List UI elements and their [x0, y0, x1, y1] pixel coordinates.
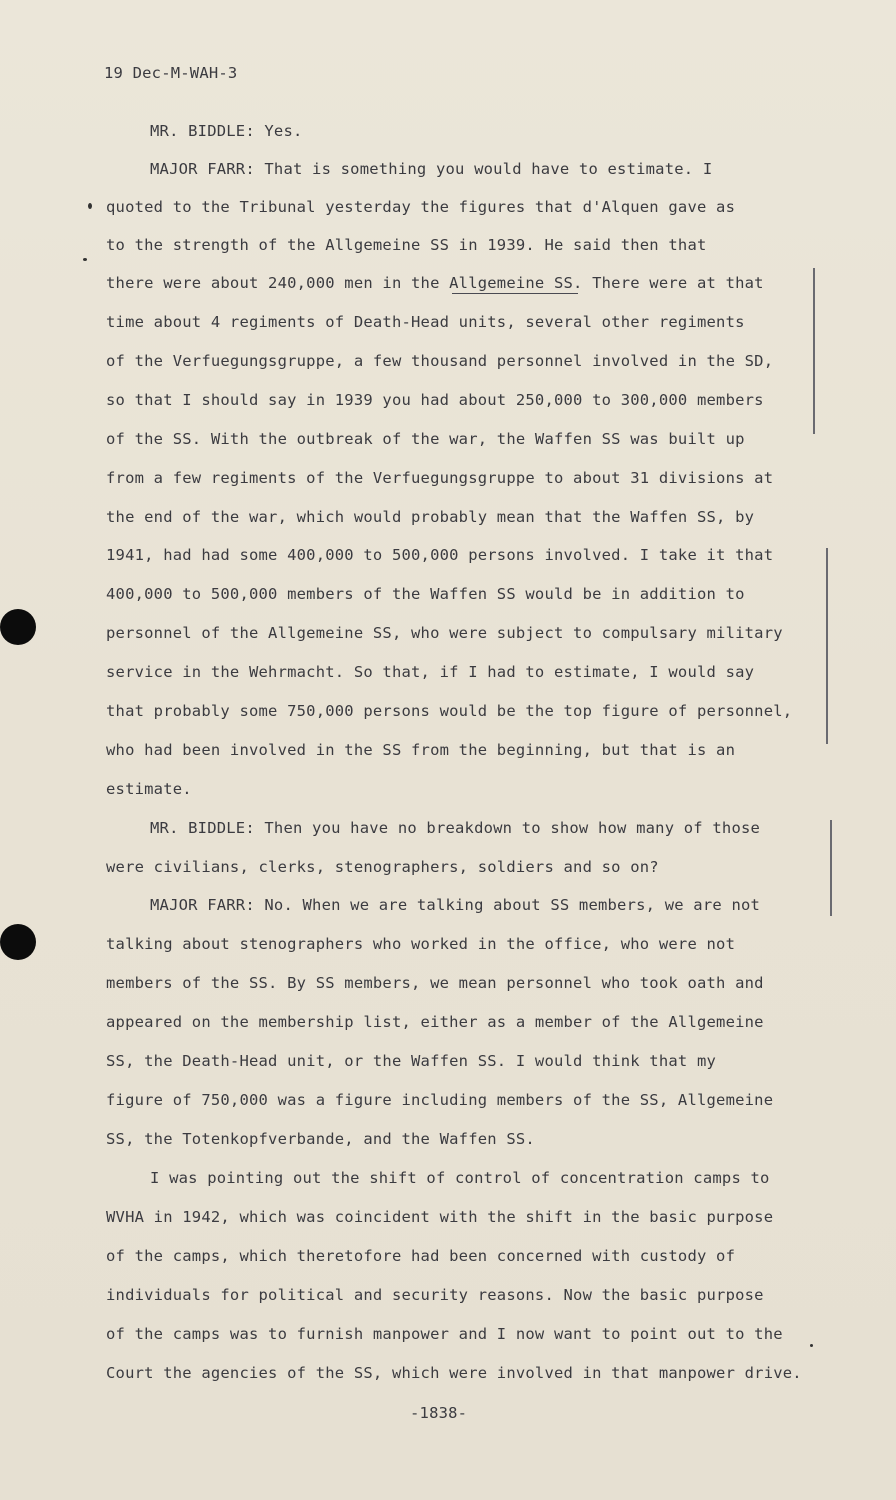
margin-mark	[826, 548, 828, 744]
text-line: individuals for political and security reasons. Now the basic purpose	[106, 1286, 764, 1304]
text-line: from a few regiments of the Verfuegungsgruppe to about 31 divisions at	[106, 469, 774, 487]
text-line: to the strength of the Allgemeine SS in 1939. He said then that	[106, 236, 707, 254]
text-line: were civilians, clerks, stenographers, soldiers and so on?	[106, 858, 659, 876]
text-line: talking about stenographers who worked in the office, who were not	[106, 935, 736, 953]
text-line: MAJOR FARR: That is something you would have to estimate. I	[150, 160, 713, 178]
text-line: 400,000 to 500,000 members of the Waffen SS would be in addition to	[106, 585, 745, 603]
text-line: 1941, had had some 400,000 to 500,000 persons involved. I take it that	[106, 546, 774, 564]
text-line: personnel of the Allgemeine SS, who were subject to compulsary military	[106, 624, 783, 642]
margin-mark	[830, 820, 832, 916]
page-header: 19 Dec-M-WAH-3	[104, 64, 238, 82]
text-line: estimate.	[106, 780, 192, 798]
text-line: I was pointing out the shift of control of concentration camps to	[150, 1169, 770, 1187]
text-line: of the camps was to furnish manpower and I now want to point out to the	[106, 1325, 783, 1343]
text-line: so that I should say in 1939 you had about 250,000 to 300,000 members	[106, 391, 764, 409]
text-line: Court the agencies of the SS, which were involved in that manpower drive.	[106, 1364, 802, 1382]
margin-dot	[88, 203, 92, 209]
text-line: SS, the Death-Head unit, or the Waffen SS. I would think that my	[106, 1052, 717, 1070]
text-line: the end of the war, which would probably mean that the Waffen SS, by	[106, 508, 755, 526]
margin-dot	[810, 1344, 813, 1347]
page-number: -1838-	[410, 1404, 468, 1422]
text-line: appeared on the membership list, either as a member of the Allgemeine	[106, 1013, 764, 1031]
text-line: who had been involved in the SS from the beginning, but that is an	[106, 741, 736, 759]
margin-mark	[813, 268, 815, 434]
margin-dot	[83, 258, 87, 261]
text-line: MR. BIDDLE: Then you have no breakdown to show how many of those	[150, 819, 761, 837]
text-line: of the SS. With the outbreak of the war, the Waffen SS was built up	[106, 430, 745, 448]
text-line: time about 4 regiments of Death-Head units, several other regiments	[106, 313, 745, 331]
text-line: service in the Wehrmacht. So that, if I had to estimate, I would say	[106, 663, 755, 681]
punch-hole-top	[0, 609, 36, 645]
text-line: MR. BIDDLE: Yes.	[150, 122, 303, 140]
text-line: of the Verfuegungsgruppe, a few thousand personnel involved in the SD,	[106, 352, 774, 370]
text-line: WVHA in 1942, which was coincident with the shift in the basic purpose	[106, 1208, 774, 1226]
handwritten-underline	[452, 293, 578, 294]
text-line: members of the SS. By SS members, we mean personnel who took oath and	[106, 974, 764, 992]
text-line: MAJOR FARR: No. When we are talking about SS members, we are not	[150, 896, 761, 914]
text-line: quoted to the Tribunal yesterday the figures that d'Alquen gave as	[106, 198, 736, 216]
text-line: SS, the Totenkopfverbande, and the Waffen SS.	[106, 1130, 535, 1148]
text-line: there were about 240,000 men in the Allgemeine SS. There were at that	[106, 274, 764, 292]
text-line: figure of 750,000 was a figure including members of the SS, Allgemeine	[106, 1091, 774, 1109]
punch-hole-bottom	[0, 924, 36, 960]
text-line: of the camps, which theretofore had been concerned with custody of	[106, 1247, 736, 1265]
text-line: that probably some 750,000 persons would be the top figure of personnel,	[106, 702, 793, 720]
